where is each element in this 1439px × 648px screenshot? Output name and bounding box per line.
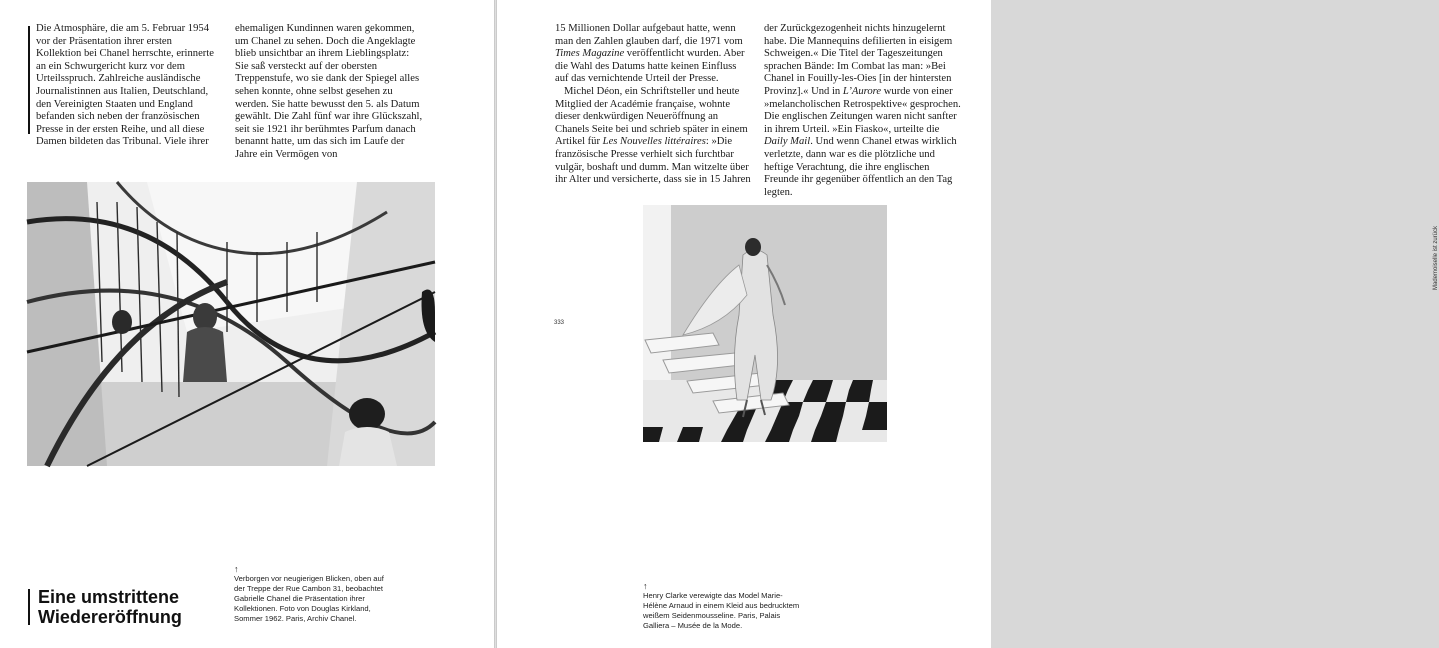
- left-page: [0, 0, 494, 648]
- column-rule: [28, 26, 30, 134]
- photo-caption-right: [643, 581, 801, 631]
- heading-line-2: Wiedereröffnung: [38, 607, 182, 627]
- left-text-column-2: [235, 23, 425, 162]
- section-heading: [38, 587, 182, 627]
- caption-text: Verborgen vor neugierigen Blicken, oben auf der Treppe der Rue Cambon 31, beobachtet Gabrielle Chanel die Präsentation ihrer Kollektionen. Foto von Douglas Kirkland, Sommer 1962. Paris, Archiv Chanel.: [234, 574, 384, 623]
- heading-line-1: Eine umstrittene: [38, 587, 180, 607]
- body-paragraph-2: Michel Déon, ein Schriftsteller und heute Mitglied der Académie française, wohnte dieser denkwürdigen Neueröffnung an Chanels Seite bei und schrieb später in einem Artikel für Les Nouvelles littéraires: »Die französische Presse verhielt sich furchtbar vulgär, boshaft und dumm. Man witzelte über ihr Alter und versicherte, dass sie in 15 Jahren: [555, 85, 751, 186]
- photo-caption-left: [234, 564, 394, 624]
- staircase-photo: [27, 182, 435, 466]
- right-page: [497, 0, 1439, 648]
- model-photo-image: [643, 205, 887, 442]
- page-number: 333: [554, 320, 565, 326]
- arrow-up-icon: ↑: [234, 564, 239, 574]
- running-head: Mademoiselle ist zurück: [1433, 225, 1439, 290]
- heading-rule: [28, 589, 30, 625]
- left-text-column-1: [36, 23, 216, 149]
- body-text: ehemaligen Kundinnen waren gekommen, um Chanel zu sehen. Doch die Angeklagte blieb unsichtbar an ihrem Lieblingsplatz: Sie saß versteckt auf der obersten Treppenstufe, wo sie dank der Spiegel alles sehen konnte, ohne selbst gesehen zu werden. Sie hatte bewusst den 5. als Datum gewählt. Die Zahl fünf war ihre Glückszahl, seit sie 1921 ihr berühmtes Parfum danach benannt hatte, um das sich im Laufe der Jahre ein Vermögen von: [235, 23, 423, 160]
- right-text-column-2: [764, 23, 964, 199]
- body-paragraph-3: der Zurückgezogenheit nichts hinzugelernt habe. Die Mannequins defilierten in eisigem Schweigen.« Die Titel der Tageszeitungen sprachen Bände: Im Combat las man: »Bei Chanel in Fouilly-les-Oies [in der hintersten Provinz].« Und in L’Aurore wurde von einer »melancholischen Retrospektive« gesprochen. Die englischen Zeitungen waren nicht sanfter in ihrem Urteil. »Ein Fiasko«, urteilte die Daily Mail. Und wenn Chanel etwas wirklich verletzte, dann war es die plötzliche und heftige Verachtung, die ihre englischen Freunde ihr gegenüber öffentlich an den Tag legten.: [764, 23, 961, 198]
- model-photo: [643, 205, 887, 442]
- body-paragraph-1: 15 Millionen Dollar aufgebaut hatte, wenn man den Zahlen glauben darf, die 1971 vom Times Magazine veröffentlicht wurden. Aber die Wahl des Datums hatte keinen Einfluss auf das vernichtende Urteil der Presse.: [555, 23, 745, 85]
- staircase-photo-image: [27, 182, 435, 466]
- caption-text: Henry Clarke verewigte das Model Marie-Hélène Arnaud in einem Kleid aus bedrucktem weißem Seidenmousseline. Paris, Palais Galliera – Musée de la Mode.: [643, 591, 800, 630]
- body-text: Die Atmosphäre, die am 5. Februar 1954 vor der Präsentation ihrer ersten Kollektion bei Chanel herrschte, erinnerte an ein Schwurgericht kurz vor dem Urteilsspruch. Zahlreiche ausländische Journalistinnen aus Italien, Deutschland, den Vereinigten Staaten und England befanden sich neben der französischen Presse in der ersten Reihe, und all diese Damen bildeten das Tribunal. Viele ihrer: [36, 23, 214, 148]
- right-text-column-1: [555, 23, 751, 187]
- arrow-up-icon: ↑: [643, 581, 648, 591]
